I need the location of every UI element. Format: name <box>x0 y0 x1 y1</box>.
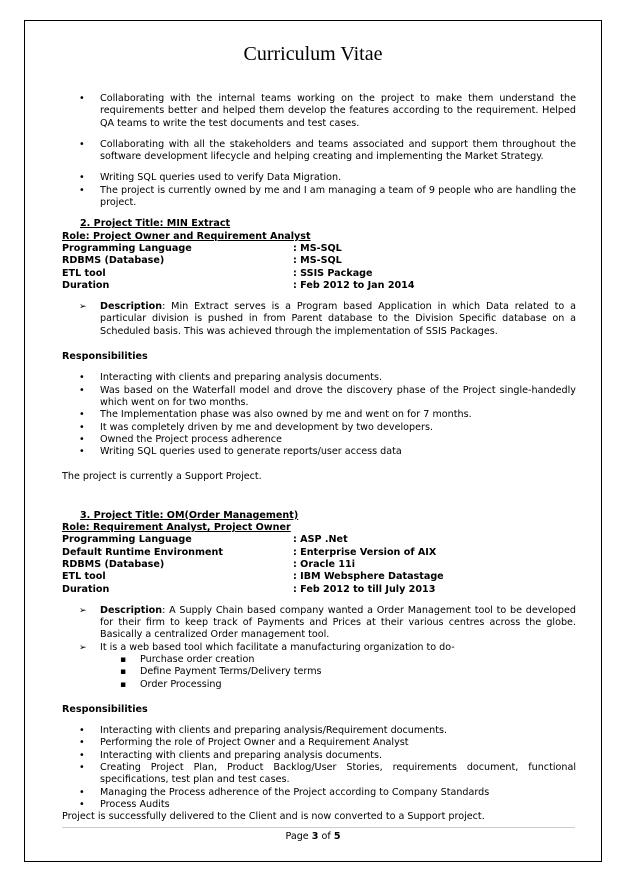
list-item: • The project is currently owned by me and I am managing a team of 9 people who are handling the project. <box>62 185 576 210</box>
cv-page <box>24 20 602 862</box>
list-item: • Process Audits <box>62 799 576 811</box>
detail-row: ETL tool : IBM Websphere Datastage <box>62 571 444 583</box>
detail-row: Default Runtime Environment : Enterprise Version of AIX <box>62 546 437 558</box>
project-2-role: Role: Project Owner and Requirement Analyst <box>62 230 311 242</box>
project-3-closing: Project is successfully delivered to the Client and is now converted to a Support project. <box>62 811 485 823</box>
list-item: • Writing SQL queries used to generate reports/user access data <box>62 446 576 458</box>
list-item: • Writing SQL queries used to verify Data Migration. <box>62 172 576 184</box>
project-3-resp-heading: Responsibilities <box>62 703 148 715</box>
project-3-sub-items <box>62 654 576 691</box>
project-2-closing: The project is currently a Support Project. <box>62 471 262 483</box>
detail-row: ETL tool : SSIS Package <box>62 267 373 279</box>
footer-divider <box>62 827 575 828</box>
list-item: ▪ Purchase order creation <box>62 654 576 666</box>
detail-row: RDBMS (Database) : Oracle 11i <box>62 558 355 570</box>
project-3-role: Role: Requirement Analyst, Project Owner <box>62 522 291 534</box>
detail-row: Programming Language : MS-SQL <box>62 242 342 254</box>
detail-row: Duration : Feb 2012 to till July 2013 <box>62 583 436 595</box>
detail-row: RDBMS (Database) : MS-SQL <box>62 255 342 267</box>
list-item: • Collaborating with all the stakeholders and teams associated and support them throughout the software development lifecycle and helping creating and implementing the Market Strategy. <box>62 139 576 164</box>
page-footer: Page 3 of 5 <box>285 831 341 842</box>
project-2-title: 2. Project Title: MIN Extract <box>80 218 231 230</box>
page-content <box>62 93 576 824</box>
project-2-resp-heading: Responsibilities <box>62 351 148 363</box>
project-2-description: ➢ Description: Min Extract serves is a Program based Application in which Data related to a particular division is pushed in from Parent database to the Division Specific database on a Scheduled basis. This was achieved through the implementation of SSIS Packages. <box>62 301 576 338</box>
project-2-responsibilities <box>62 372 576 458</box>
list-item: • The Implementation phase was also owned by me and went on for 7 months. <box>62 409 576 421</box>
page-number: 3 <box>311 831 319 842</box>
list-item: • Interacting with clients and preparing analysis/Requirement documents. <box>62 725 576 737</box>
project-2-details <box>62 243 576 292</box>
list-item: • Owned the Project process adherence <box>62 434 576 446</box>
project-3-responsibilities <box>62 725 576 811</box>
project-3-description: ➢ Description: A Supply Chain based company wanted a Order Management tool to be developed for their firm to keep track of Payments and Prices at their various centres across the globe. Basically a centralized Order management tool. <box>62 605 576 642</box>
list-item: • Performing the role of Project Owner and a Requirement Analyst <box>62 737 576 749</box>
list-item: • Was based on the Waterfall model and drove the discovery phase of the Project single-handedly which went on for two months. <box>62 385 576 410</box>
list-item: • Managing the Process adherence of the Project according to Company Standards <box>62 787 576 799</box>
detail-row: Programming Language : ASP .Net <box>62 534 348 546</box>
list-item: ▪ Define Payment Terms/Delivery terms <box>62 666 576 678</box>
list-item: • Collaborating with the internal teams working on the project to make them understand the requirements better and helped them develop the features according to the requirement. Helped QA teams to write the test documents and test cases. <box>62 93 576 130</box>
project-3-title: 3. Project Title: OM(Order Management) <box>80 509 299 521</box>
list-item: • Creating Project Plan, Product Backlog/User Stories, requirements document, functional specifications, test plan and test cases. <box>62 762 576 787</box>
list-item: • Interacting with clients and preparing analysis documents. <box>62 750 576 762</box>
project-3-details <box>62 534 576 595</box>
intro-bullets <box>62 93 576 209</box>
page-title: Curriculum Vitae <box>243 43 383 65</box>
list-item: • Interacting with clients and preparing analysis documents. <box>62 372 576 384</box>
project-3-web-tool: ➢ It is a web based tool which facilitate a manufacturing organization to do- <box>62 642 576 654</box>
page-total: 5 <box>333 831 341 842</box>
list-item: ▪ Order Processing <box>62 679 576 691</box>
detail-row: Duration : Feb 2012 to Jan 2014 <box>62 279 415 291</box>
list-item: • It was completely driven by me and development by two developers. <box>62 422 576 434</box>
